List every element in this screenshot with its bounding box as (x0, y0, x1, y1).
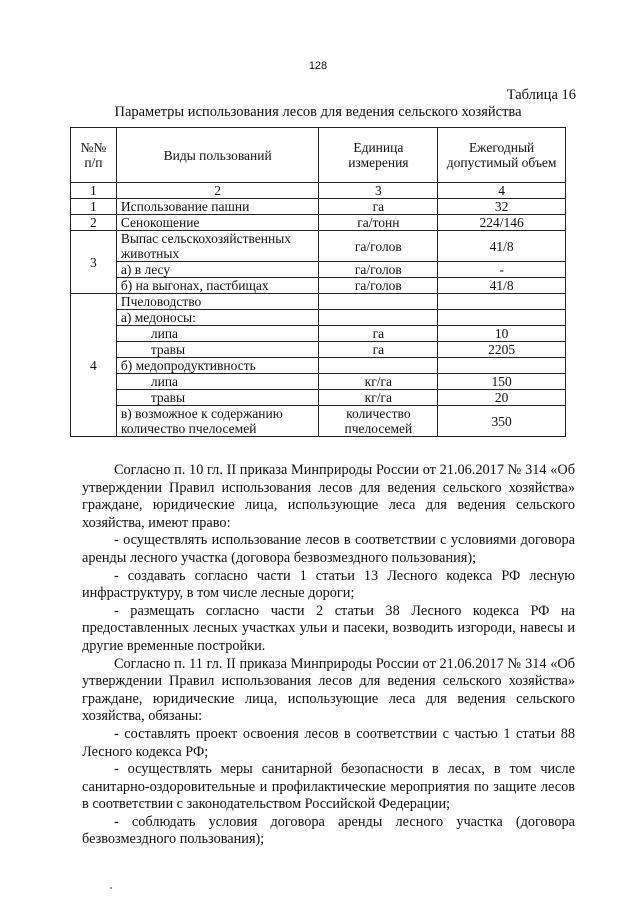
table-row (71, 326, 566, 342)
paragraph: - осуществлять использование лесов в соответствии с условиями договора аренды лесного участка (договора безвозмездного пользования); (82, 532, 575, 566)
table-row (71, 342, 566, 358)
volume: 10 (438, 326, 566, 342)
volume: 20 (438, 390, 566, 406)
unit: га/голов (319, 231, 438, 262)
table-header-row (71, 128, 566, 183)
unit: га/голов (319, 278, 438, 294)
table-row (71, 278, 566, 294)
row-number: 1 (71, 199, 117, 215)
volume (438, 310, 566, 326)
row-number: 4 (71, 294, 117, 437)
col-number: 3 (319, 183, 438, 199)
volume: 32 (438, 199, 566, 215)
paragraph: - осуществлять меры санитарной безопасности в лесах, в том числе санитарно-оздоровительные и профилактические мероприятия по защите лесов в соответствии с законодательством Российской Федерации; (82, 761, 575, 813)
paragraph: Согласно п. 10 гл. II приказа Минприроды России от 21.06.2017 № 314 «Об утверждении Правил использования лесов для ведения сельского хозяйства» граждане, юридические лица, использующие леса для ведения сельского хозяйства, имеют право: (82, 462, 575, 531)
volume: 150 (438, 374, 566, 390)
volume: 350 (438, 406, 566, 437)
unit: количество пчелосемей (319, 406, 438, 437)
use-type: Выпас сельскохозяйственных животных (116, 231, 319, 262)
volume: 41/8 (438, 278, 566, 294)
use-type: травы (116, 390, 319, 406)
page-number: 128 (308, 60, 328, 72)
use-type: травы (116, 342, 319, 358)
header-annual-volume: Ежегодный допустимый объем (438, 128, 566, 183)
use-type: б) на выгонах, пастбищах (116, 278, 319, 294)
paragraph: - составлять проект освоения лесов в соответствии с частью 1 статьи 88 Лесного кодекса РФ; (82, 725, 575, 760)
unit: га/голов (319, 262, 438, 278)
col-number: 2 (116, 183, 319, 199)
table-row (71, 215, 566, 231)
use-type: Использование пашни (116, 199, 319, 215)
paragraph: - создавать согласно части 1 статьи 13 Лесного кодекса РФ лесную инфраструктуру, в том числе лесные дороги; (82, 567, 575, 602)
unit: кг/га (319, 390, 438, 406)
forest-use-table (70, 127, 566, 437)
use-type: липа (116, 326, 319, 342)
paragraph: - соблюдать условия договора аренды лесного участка (договора безвозмездного пользования); (82, 813, 575, 848)
use-type: а) в лесу (116, 262, 319, 278)
use-type: Пчеловодство (116, 294, 319, 310)
unit: га (319, 199, 438, 215)
column-number-row (71, 183, 566, 199)
row-number: 3 (71, 231, 117, 294)
use-type: липа (116, 374, 319, 390)
table-row (71, 262, 566, 278)
table-row (71, 231, 566, 262)
unit: га/тонн (319, 215, 438, 231)
body-text (82, 462, 575, 849)
use-type: б) медопродуктивность (116, 358, 319, 374)
volume: 41/8 (438, 231, 566, 262)
unit: га (319, 342, 438, 358)
unit (319, 358, 438, 374)
header-number: №№ п/п (71, 128, 117, 183)
unit: кг/га (319, 374, 438, 390)
table-label: Таблица 16 (506, 87, 576, 103)
volume (438, 294, 566, 310)
table-row (71, 310, 566, 326)
use-type: Сенокошение (116, 215, 319, 231)
table-title: Параметры использования лесов для ведения сельского хозяйства (114, 104, 522, 120)
unit (319, 294, 438, 310)
volume: - (438, 262, 566, 278)
table-row (71, 294, 566, 310)
paragraph: - размещать согласно части 2 статьи 38 Лесного кодекса РФ на предоставленных лесных участках ульи и пасеки, возводить изгороди, навесы и другие временные постройки. (82, 602, 575, 654)
volume: 224/146 (438, 215, 566, 231)
col-number: 1 (71, 183, 117, 199)
table-row (71, 390, 566, 406)
volume: 2205 (438, 342, 566, 358)
paragraph: Согласно п. 11 гл. II приказа Минприроды России от 21.06.2017 № 314 «Об утверждении Правил использования лесов для ведения сельского хозяйства» граждане, юридические лица, использующие леса для ведения сельского хозяйства, обязаны: (82, 655, 575, 725)
scan-speck (110, 887, 112, 889)
unit (319, 310, 438, 326)
col-number: 4 (438, 183, 566, 199)
header-use-type: Виды пользований (116, 128, 319, 183)
row-number: 2 (71, 215, 117, 231)
unit: га (319, 326, 438, 342)
use-type: в) возможное к содержанию количество пчелосемей (116, 406, 319, 437)
use-type: а) медоносы: (116, 310, 319, 326)
header-unit: Единица измерения (319, 128, 438, 183)
table-row (71, 199, 566, 215)
table-row (71, 358, 566, 374)
volume (438, 358, 566, 374)
table-row (71, 406, 566, 437)
table-row (71, 374, 566, 390)
